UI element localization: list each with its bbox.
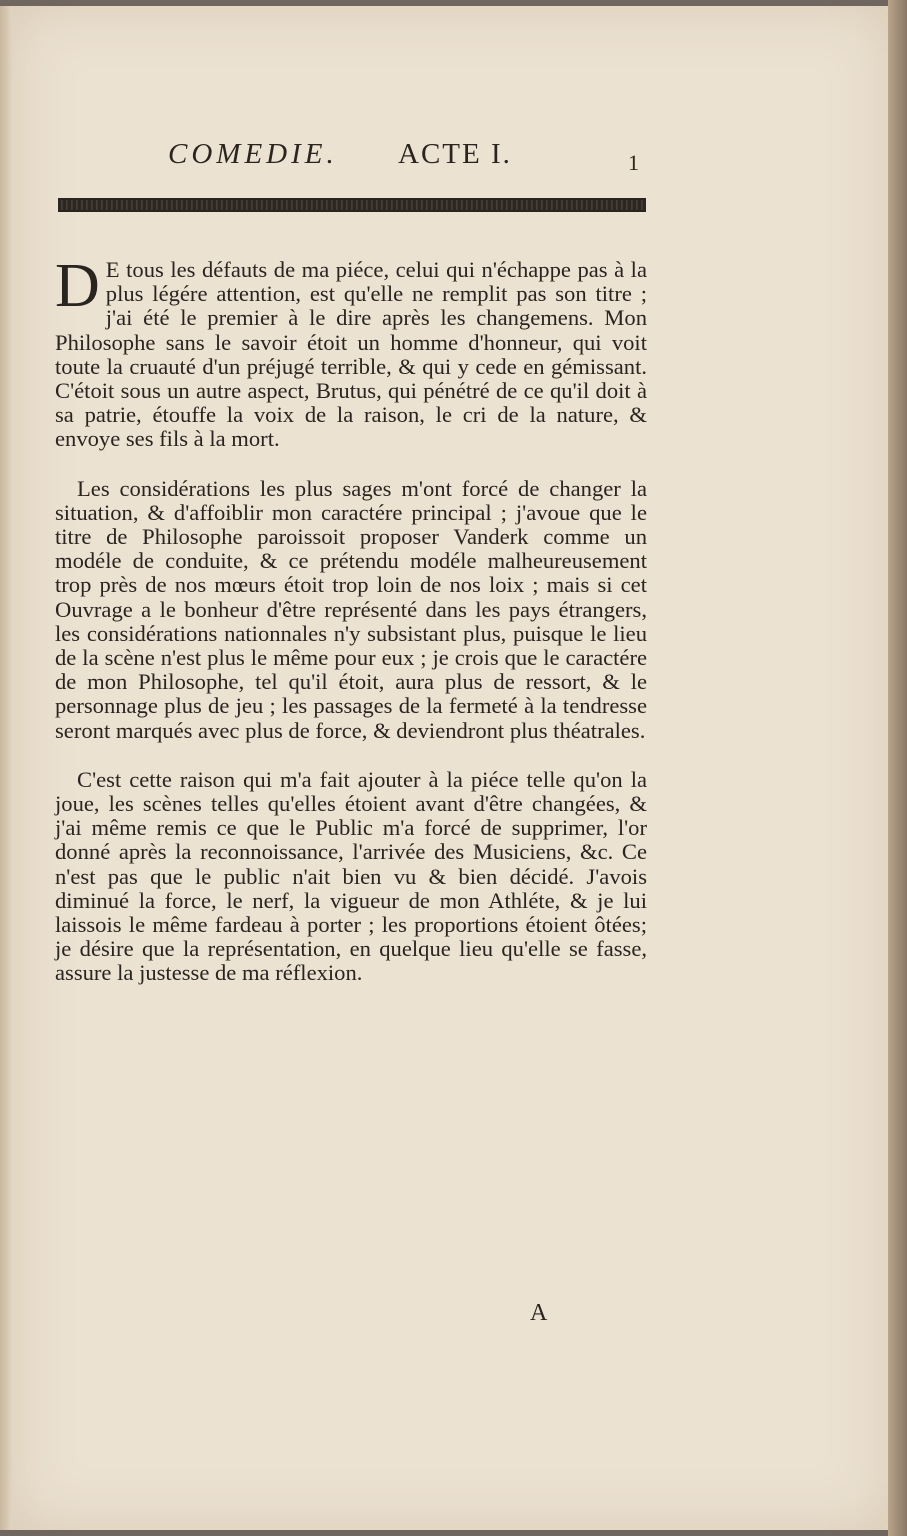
catchword: A bbox=[530, 1300, 548, 1326]
paragraph-2: Les considérations les plus sages m'ont forcé de changer la situation, & d'affoiblir mon caractére principal ; j'avoue que le titre de Philosophe paroissoit proposer Vanderk comme un modéle de conduite, & ce prétendu modéle malheureusement trop près de nos mœurs étoit trop loin de nos loix ; mais si cet Ouvrage a le bonheur d'être représenté dans les pays étrangers, les considérations nationnales n'y subsistant plus, puisque le lieu de la scène n'est plus le même pour eux ; je crois que le caractére de mon Philosophe, tel qu'il étoit, aura plus de ressort, & le personnage plus de jeu ; les passages de la fermeté à la tendresse seront marqués avec plus de force, & deviendront plus théatrales. bbox=[55, 475, 647, 743]
paragraph-1-text: E tous les défauts de ma piéce, celui qui n'échappe pas à la plus légére attention, est qu'elle ne remplit pas son titre ; j'ai été le premier à le dire après les changemens. Mon Philosophe sans le savoir étoit un homme d'honneur, qui voit toute la cruauté d'un préjugé terrible, & qui y cede en gémissant. C'étoit sous un autre aspect, Brutus, qui pénétré de ce qu'il doit à sa patrie, étouffe la voix de la raison, le cri de la nature, & envoye ses fils à la mort. bbox=[55, 257, 647, 452]
paragraph-3: C'est cette raison qui m'a fait ajouter à la piéce telle qu'on la joue, les scènes telles qu'elles étoient avant d'être changées, & j'ai même remis ce que le Public m'a forcé de supprimer, l'or donné après la reconnoissance, l'arrivée des Musiciens, &c. Ce n'est pas que le public n'ait bien vu & bien décidé. J'avois diminué la force, le nerf, la vigueur de mon Athléte, & je lui laissois le même fardeau à porter ; les proportions étoient ôtées; je désire que la représentation, en quelque lieu qu'elle se fasse, assure la justesse de ma réflexion. bbox=[55, 766, 647, 986]
paragraph-1 bbox=[55, 252, 647, 452]
act-label: ACTE I. bbox=[398, 138, 512, 170]
page-edge bbox=[888, 0, 907, 1536]
page-number: 1 bbox=[628, 150, 639, 175]
page-header bbox=[60, 138, 660, 178]
body-text bbox=[55, 252, 647, 986]
running-head: COMEDIE. bbox=[168, 138, 338, 170]
drop-cap: D bbox=[55, 252, 100, 320]
ornamental-rule bbox=[58, 198, 646, 212]
